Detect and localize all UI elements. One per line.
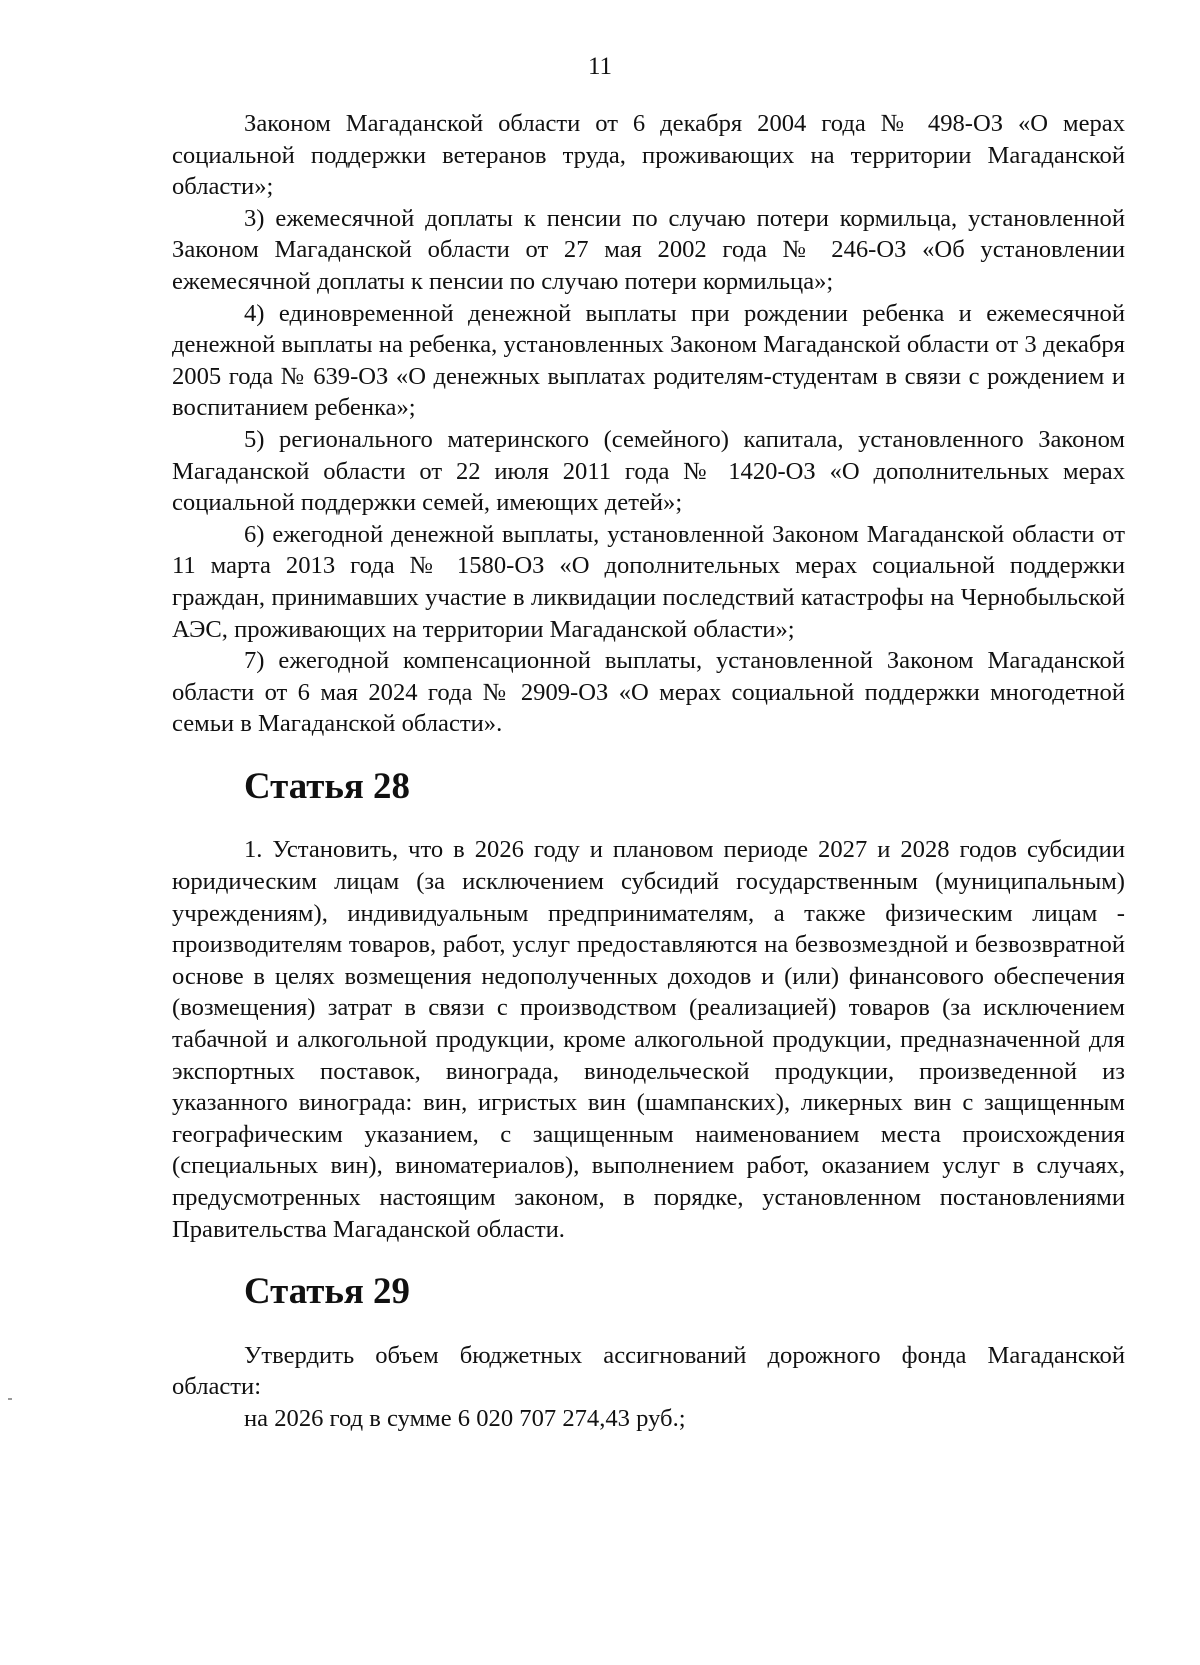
paragraph-item-4: 4) единовременной денежной выплаты при рождении ребенка и ежемесячной денежной выплаты на ребенка, установленных Законом Магаданской области от 3 декабря 2005 года № 639-ОЗ «О денежных выплатах родителям-студентам в связи с рождением и воспитанием ребенка»;: [172, 299, 1125, 422]
paragraph-item-6: 6) ежегодной денежной выплаты, установленной Законом Магаданской области от 11 марта 2013 года № 1580-ОЗ «О дополнительных мерах социальной поддержки граждан, принимавших участие в ликвидации последствий катастрофы на Чернобыльской АЭС, проживающих на территории Магаданской области»;: [172, 520, 1125, 643]
article-29-line-2026: на 2026 год в сумме 6 020 707 274,43 руб.;: [244, 1404, 686, 1432]
article-29-text: Утвердить объем бюджетных ассигнований дорожного фонда Магаданской области:: [172, 1341, 1125, 1401]
paragraph-law-veterans: Законом Магаданской области от 6 декабря 2004 года № 498-ОЗ «О мерах социальной поддержки ветеранов труда, проживающих на территории Магаданской области»;: [172, 110, 1125, 201]
paragraph-item-7: 7) ежегодной компенсационной выплаты, установленной Законом Магаданской области от 6 мая 2024 года № 2909-ОЗ «О мерах социальной поддержки многодетной семьи в Магаданской области».: [172, 647, 1125, 738]
paragraph-item-3: 3) ежемесячной доплаты к пенсии по случаю потери кормильца, установленной Законом Магаданской области от 27 мая 2002 года № 246-ОЗ «Об установлении ежемесячной доплаты к пенсии по случаю потери кормильца»;: [172, 204, 1125, 295]
article-28-heading: Статья 28: [244, 764, 410, 806]
article-28-text: 1. Установить, что в 2026 году и плановом периоде 2027 и 2028 годов субсидии юридическим лицам (за исключением субсидий государственным (муниципальным) учреждениям), индивидуальным предпринимателям, а также физическим лицам - производителям товаров, работ, услуг предоставляются на безвозмездной и безвозвратной основе в целях возмещения недополученных доходов и (или) финансового обеспечения (возмещения) затрат в связи с производством (реализацией) товаров (за исключением табачной и алкогольной продукции, кроме алкогольной продукции, предназначенной для экспортных поставок, винограда, винодельческой продукции, произведенной из указанного винограда: вин, игристых вин (шампанских), ликерных вин с защищенным географическим указанием, с защищенным наименованием места происхождения (специальных вин), виноматериалов), выполнением работ, оказанием услуг в случаях, предусмотренных настоящим законом, в порядке, установленном постановлениями Правительства Магаданской области.: [172, 836, 1125, 1243]
article-29-heading: Статья 29: [244, 1270, 410, 1312]
paragraph-item-5: 5) регионального материнского (семейного) капитала, установленного Законом Магаданской области от 22 июля 2011 года № 1420-ОЗ «О дополнительных мерах социальной поддержки семей, имеющих детей»;: [172, 425, 1125, 517]
page-number: 11: [587, 53, 613, 80]
document-body: [172, 108, 1125, 1435]
scan-speck: [8, 1398, 12, 1400]
